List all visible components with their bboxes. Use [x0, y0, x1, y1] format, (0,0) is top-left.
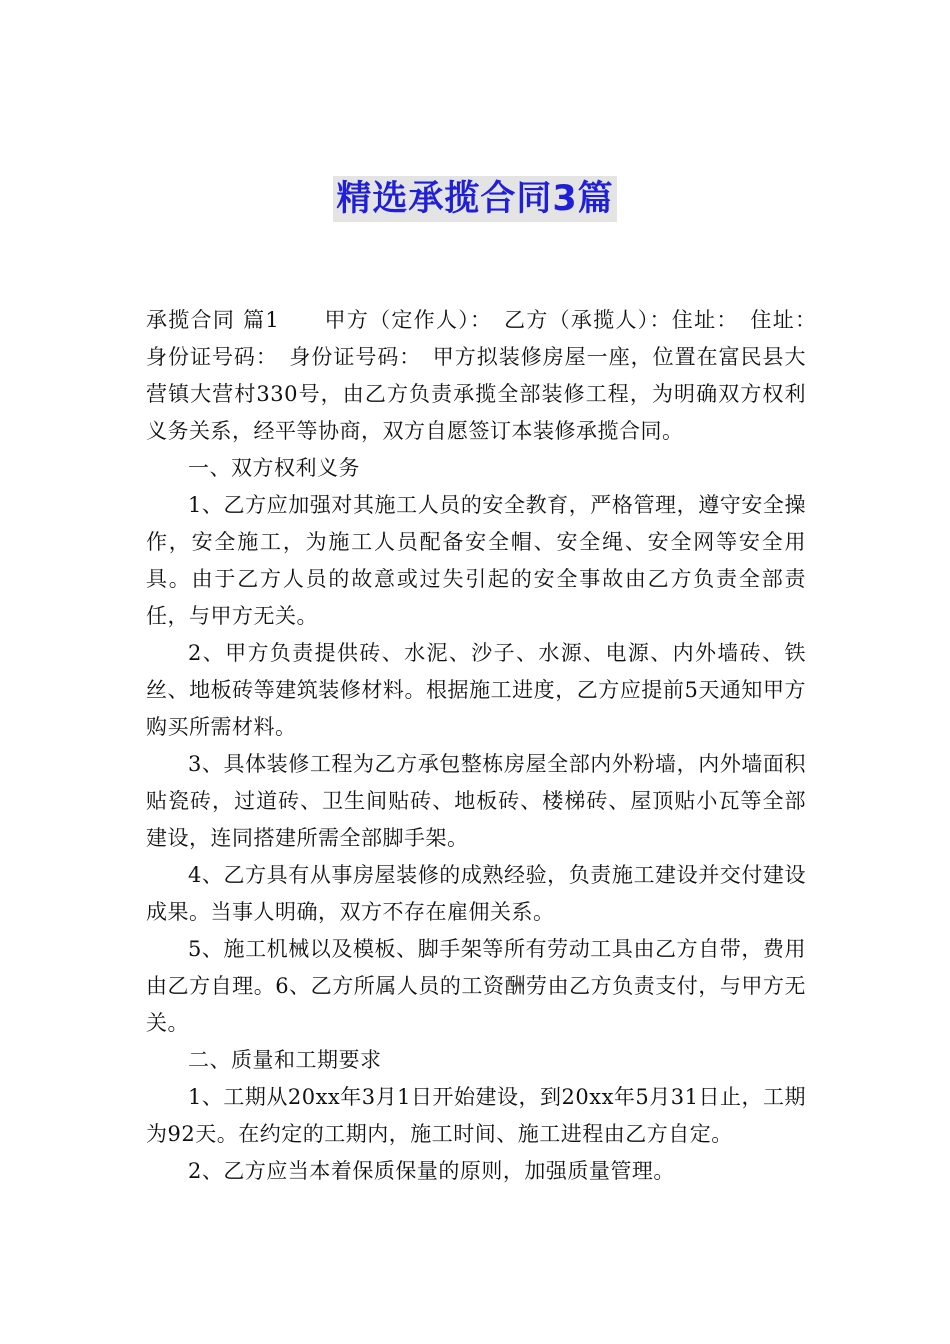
clause-1-5-6: 5、施工机械以及模板、脚手架等所有劳动工具由乙方自带，费用由乙方自理。6、乙方所属人员的工资酬劳由乙方负责支付，与甲方无关。 — [146, 937, 806, 1035]
clause-1-2: 2、甲方负责提供砖、水泥、沙子、水源、电源、内外墙砖、铁丝、地板砖等建筑装修材料。根据施工进度，乙方应提前5天通知甲方购买所需材料。 — [146, 641, 806, 739]
document-body — [146, 302, 828, 1190]
paragraph-intro: 承揽合同 篇1 甲方（定作人）： 乙方（承揽人）：住址： 住址： 身份证号码： 身份证号码： 甲方拟装修房屋一座，位置在富民县大营镇大营村330号，由乙方负责承揽全部装修工程，为明确双方权利义务关系，经平等协商，双方自愿签订本装修承揽合同。 — [146, 308, 828, 443]
section-heading-rights: 一、双方权利义务 — [188, 456, 360, 480]
document-title-text: 精选承揽合同3篇 — [333, 176, 616, 222]
clause-1-1: 1、乙方应加强对其施工人员的安全教育，严格管理，遵守安全操作，安全施工，为施工人员配备安全帽、安全绳、安全网等安全用具。由于乙方人员的故意或过失引起的安全事故由乙方负责全部责任，与甲方无关。 — [146, 493, 806, 628]
clause-2-1: 1、工期从20xx年3月1日开始建设，到20xx年5月31日止，工期为92天。在约定的工期内，施工时间、施工进程由乙方自定。 — [146, 1085, 806, 1146]
clause-2-2: 2、乙方应当本着保质保量的原则，加强质量管理。 — [188, 1159, 675, 1183]
section-heading-quality: 二、质量和工期要求 — [188, 1048, 382, 1072]
document-title — [0, 176, 950, 222]
clause-1-3: 3、具体装修工程为乙方承包整栋房屋全部内外粉墙，内外墙面积贴瓷砖，过道砖、卫生间贴砖、地板砖、楼梯砖、屋顶贴小瓦等全部建设，连同搭建所需全部脚手架。 — [146, 752, 806, 850]
clause-1-4: 4、乙方具有从事房屋装修的成熟经验，负责施工建设并交付建设成果。当事人明确，双方不存在雇佣关系。 — [146, 863, 806, 924]
